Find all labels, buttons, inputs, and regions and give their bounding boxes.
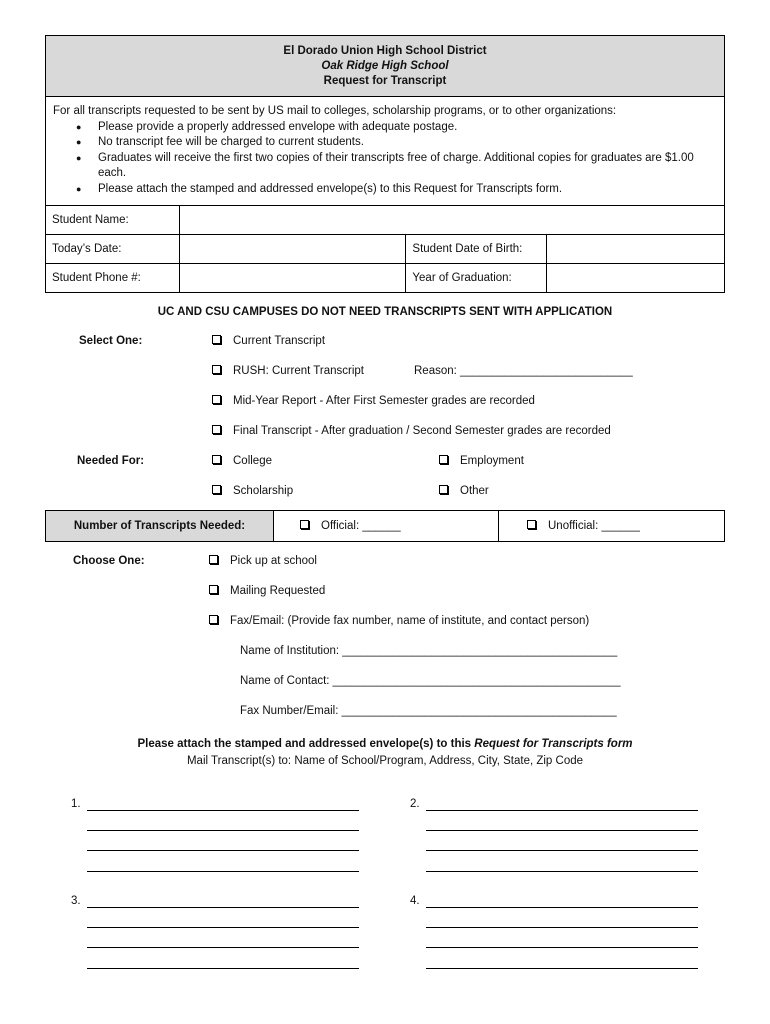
- checkbox-icon[interactable]: [212, 395, 221, 404]
- option-label: RUSH: Current Transcript: [233, 365, 365, 377]
- phone-field[interactable]: [179, 264, 406, 293]
- address-2-number: 2.: [410, 798, 420, 810]
- address-4-number: 4.: [410, 895, 420, 907]
- address-1-number: 1.: [71, 798, 81, 810]
- needed-employment[interactable]: [439, 455, 524, 467]
- institution-field[interactable]: Name of Institution: ___________________________________________: [240, 645, 618, 657]
- checkbox-icon[interactable]: [209, 585, 218, 594]
- option-fax-email[interactable]: [209, 615, 589, 627]
- address-4-line[interactable]: [426, 907, 698, 908]
- attach-note-form-name: Request for Transcripts form: [474, 738, 633, 750]
- address-3-line[interactable]: [87, 968, 359, 969]
- attach-note-text: Please attach the stamped and addressed envelope(s) to this: [137, 738, 475, 750]
- option-label: Employment: [460, 455, 524, 467]
- needed-other[interactable]: [439, 485, 489, 497]
- form-title: Request for Transcript: [323, 75, 447, 87]
- address-4-line[interactable]: [426, 947, 698, 948]
- form-header: [45, 35, 725, 97]
- address-4-line[interactable]: [426, 927, 698, 928]
- address-3-number: 3.: [71, 895, 81, 907]
- checkbox-icon[interactable]: [212, 425, 221, 434]
- unofficial-count[interactable]: [527, 511, 640, 541]
- official-count[interactable]: [300, 511, 401, 541]
- grad-year-field[interactable]: [547, 264, 725, 293]
- needed-scholarship[interactable]: [212, 485, 293, 497]
- instructions-list: [53, 120, 724, 198]
- instructions: [45, 96, 725, 206]
- address-3-line[interactable]: [87, 907, 359, 908]
- option-label: Fax/Email: (Provide fax number, name of institute, and contact person): [230, 615, 590, 627]
- uc-csu-notice: UC AND CSU CAMPUSES DO NOT NEED TRANSCRIPTS SENT WITH APPLICATION: [157, 306, 613, 318]
- address-3-line[interactable]: [87, 947, 359, 948]
- instructions-lead: For all transcripts requested to be sent by US mail to colleges, scholarship programs, or to other organizations:: [53, 105, 617, 117]
- needed-college[interactable]: [212, 455, 272, 467]
- option-label: Current Transcript: [233, 335, 326, 347]
- choose-one-label: Choose One:: [73, 555, 145, 567]
- number-of-transcripts-label: Number of Transcripts Needed:: [46, 511, 274, 541]
- select-one-label: Select One:: [79, 335, 143, 347]
- instruction-item: ● No transcript fee will be charged to current students.: [98, 135, 724, 151]
- option-label: College: [233, 455, 272, 467]
- address-1-line[interactable]: [87, 810, 359, 811]
- option-label: Scholarship: [233, 485, 294, 497]
- address-3-line[interactable]: [87, 927, 359, 928]
- needed-for-label: Needed For:: [77, 455, 145, 467]
- option-pick-up[interactable]: [209, 555, 317, 567]
- rush-reason-field[interactable]: Reason: ___________________________: [414, 365, 633, 377]
- attach-note: [45, 738, 725, 750]
- grad-year-label: Year of Graduation:: [406, 264, 547, 293]
- address-1-line[interactable]: [87, 871, 359, 872]
- address-2-line[interactable]: [426, 830, 698, 831]
- student-info-table: [45, 205, 725, 293]
- checkbox-icon[interactable]: [212, 455, 221, 464]
- option-rush-transcript[interactable]: [212, 365, 364, 377]
- school-name: Oak Ridge High School: [321, 60, 449, 72]
- checkbox-icon[interactable]: [439, 485, 448, 494]
- option-label: Pick up at school: [230, 555, 317, 567]
- option-final-transcript[interactable]: [212, 425, 611, 437]
- dob-label: Student Date of Birth:: [406, 235, 547, 264]
- checkbox-icon[interactable]: [527, 520, 536, 529]
- unofficial-label: Unofficial: ______: [548, 520, 640, 532]
- option-mailing[interactable]: [209, 585, 325, 597]
- number-of-transcripts-row: [45, 510, 725, 542]
- fax-email-field[interactable]: Fax Number/Email: ___________________________________________: [240, 705, 617, 717]
- checkbox-icon[interactable]: [209, 555, 218, 564]
- contact-field[interactable]: Name of Contact: _____________________________________________: [240, 675, 621, 687]
- address-1-line[interactable]: [87, 830, 359, 831]
- address-2-line[interactable]: [426, 871, 698, 872]
- checkbox-icon[interactable]: [212, 365, 221, 374]
- checkbox-icon[interactable]: [300, 520, 309, 529]
- option-current-transcript[interactable]: [212, 335, 325, 347]
- instruction-item: ● Please provide a properly addressed envelope with adequate postage.: [98, 120, 724, 136]
- instruction-item: ● Please attach the stamped and addressed envelope(s) to this Request for Transcripts form.: [98, 182, 724, 198]
- dob-field[interactable]: [547, 235, 725, 264]
- address-2-line[interactable]: [426, 850, 698, 851]
- option-mid-year-report[interactable]: [212, 395, 535, 407]
- option-label: Other: [460, 485, 489, 497]
- todays-date-field[interactable]: [179, 235, 406, 264]
- checkbox-icon[interactable]: [209, 615, 218, 624]
- checkbox-icon[interactable]: [212, 335, 221, 344]
- option-label: Mid-Year Report - After First Semester grades are recorded: [233, 395, 535, 407]
- district-name: El Dorado Union High School District: [283, 45, 487, 57]
- todays-date-label: Today’s Date:: [46, 235, 180, 264]
- address-2-line[interactable]: [426, 810, 698, 811]
- student-name-field[interactable]: [179, 206, 724, 235]
- instruction-item: ● Graduates will receive the first two copies of their transcripts free of charge. Additional copies for graduates are $1.00 each.: [98, 151, 724, 182]
- address-4-line[interactable]: [426, 968, 698, 969]
- checkbox-icon[interactable]: [439, 455, 448, 464]
- option-label: Mailing Requested: [230, 585, 326, 597]
- official-label: Official: ______: [321, 520, 401, 532]
- checkbox-icon[interactable]: [212, 485, 221, 494]
- student-name-label: Student Name:: [46, 206, 180, 235]
- mail-instructions: Mail Transcript(s) to: Name of School/Program, Address, City, State, Zip Code: [186, 755, 584, 767]
- divider: [498, 511, 499, 541]
- phone-label: Student Phone #:: [46, 264, 180, 293]
- option-label: Final Transcript - After graduation / Second Semester grades are recorded: [233, 425, 611, 437]
- address-1-line[interactable]: [87, 850, 359, 851]
